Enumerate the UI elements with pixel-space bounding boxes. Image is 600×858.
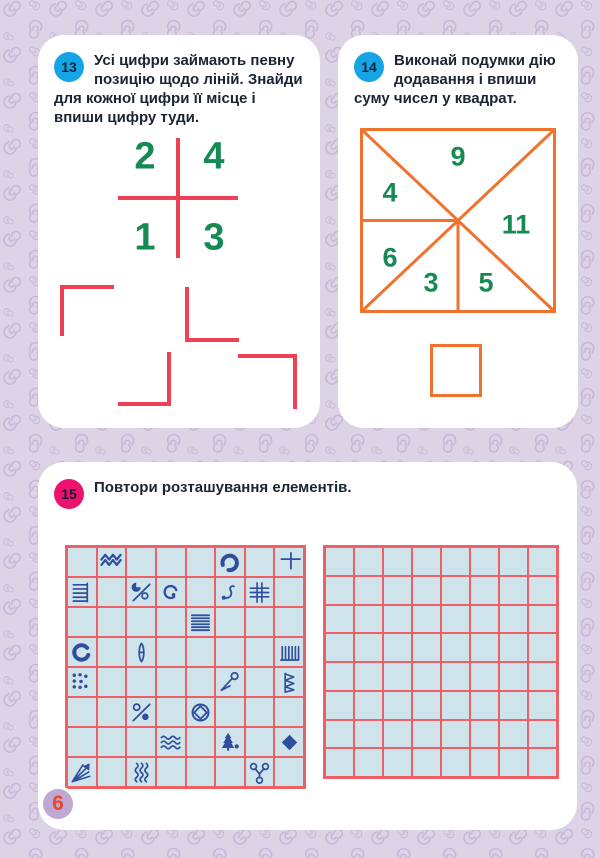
answer-cell[interactable] [470, 605, 499, 634]
sum-number-left: 6 [382, 242, 398, 273]
empty-symbol-cell [245, 667, 275, 697]
pacman-opening-left-icon [217, 550, 242, 575]
answer-cell[interactable] [528, 662, 557, 691]
answer-cell[interactable] [528, 605, 557, 634]
empty-symbol-cell [245, 697, 275, 727]
rays-with-arrow-icon [69, 760, 94, 785]
answer-cell[interactable] [528, 720, 557, 749]
answer-cell[interactable] [499, 691, 528, 720]
answer-cell[interactable] [412, 605, 441, 634]
answer-cell[interactable] [325, 633, 354, 662]
answer-cell[interactable] [354, 662, 383, 691]
answer-cell[interactable] [499, 720, 528, 749]
answer-cell[interactable] [383, 576, 412, 605]
answer-cell[interactable] [412, 748, 441, 777]
task13-instruction: Усі цифри займають певну позицію щодо ліній. Знайди для кожної цифри її місце і впиши цифру туди. [54, 52, 303, 126]
empty-symbol-cell [245, 727, 275, 757]
answer-cell[interactable] [354, 633, 383, 662]
empty-symbol-cell [215, 757, 245, 787]
answer-cell[interactable] [383, 662, 412, 691]
digit-bottom-left: 1 [134, 216, 156, 259]
answer-cell[interactable] [383, 547, 412, 576]
digit-top-right: 4 [203, 135, 225, 178]
answer-cell[interactable] [528, 691, 557, 720]
cell-with-symbol [126, 577, 156, 607]
answer-cell[interactable] [383, 633, 412, 662]
answer-cell[interactable] [325, 720, 354, 749]
answer-cell[interactable] [499, 662, 528, 691]
cell-with-symbol [274, 547, 304, 577]
answer-cell[interactable] [354, 720, 383, 749]
page-number-badge: 6 [40, 786, 76, 822]
empty-symbol-cell [97, 697, 127, 727]
answer-cell[interactable] [383, 691, 412, 720]
empty-symbol-cell [156, 547, 186, 577]
empty-symbol-cell [97, 757, 127, 787]
empty-symbol-cell [245, 547, 275, 577]
empty-symbol-cell [97, 607, 127, 637]
cell-with-symbol [126, 757, 156, 787]
answer-cell[interactable] [412, 691, 441, 720]
empty-symbol-cell [126, 547, 156, 577]
cell-with-symbol [67, 637, 97, 667]
empty-symbol-cell [245, 607, 275, 637]
sum-number-top: 9 [450, 141, 466, 172]
filled-diamond-icon [277, 730, 302, 755]
double-zigzag-icon [99, 550, 124, 575]
cell-with-symbol [156, 727, 186, 757]
answer-cell[interactable] [354, 576, 383, 605]
task14-number-badge: 14 [354, 52, 384, 82]
empty-symbol-cell [274, 697, 304, 727]
answer-cell[interactable] [325, 605, 354, 634]
answer-cell[interactable] [383, 720, 412, 749]
task15-number-badge: 15 [54, 479, 84, 509]
empty-symbol-cell [97, 577, 127, 607]
empty-symbol-cell [215, 607, 245, 637]
cell-with-symbol [186, 607, 216, 637]
hash-lines-icon [247, 580, 272, 605]
answer-cell[interactable] [412, 633, 441, 662]
empty-symbol-cell [156, 757, 186, 787]
answer-cell[interactable] [441, 662, 470, 691]
answer-cell[interactable] [354, 748, 383, 777]
cell-with-symbol [245, 757, 275, 787]
sum-number-upper-left: 4 [382, 177, 398, 208]
answer-cell[interactable] [383, 748, 412, 777]
pacman-opening-right-icon [69, 640, 94, 665]
answer-cell[interactable] [325, 748, 354, 777]
symbol-grid [65, 545, 306, 789]
digit-bottom-right: 3 [203, 216, 225, 259]
sum-number-bottom-left: 3 [423, 267, 439, 298]
percent-filled-dot-icon [129, 700, 154, 725]
empty-symbol-cell [186, 547, 216, 577]
empty-symbol-cell [186, 727, 216, 757]
curl-with-dot-icon [158, 580, 183, 605]
answer-cell[interactable] [441, 633, 470, 662]
cell-with-symbol [97, 547, 127, 577]
answer-cell[interactable] [499, 605, 528, 634]
striped-square-icon [188, 610, 213, 635]
answer-grid [323, 545, 559, 779]
empty-symbol-cell [126, 607, 156, 637]
cell-with-symbol [126, 697, 156, 727]
corner-fragment-bottom-left[interactable] [238, 354, 297, 409]
answer-cell[interactable] [441, 576, 470, 605]
empty-symbol-cell [274, 757, 304, 787]
answer-cell[interactable] [325, 691, 354, 720]
corner-fragment-top-left[interactable] [118, 352, 171, 406]
cell-with-symbol [67, 577, 97, 607]
cell-with-symbol [156, 577, 186, 607]
corner-fragment-bottom-right[interactable] [60, 285, 114, 336]
answer-cell[interactable] [528, 576, 557, 605]
cell-with-symbol [67, 667, 97, 697]
pin-with-circle-icon [217, 670, 242, 695]
fir-tree-with-dot-icon [217, 730, 242, 755]
s-curve-with-dot-icon [217, 580, 242, 605]
answer-cell[interactable] [470, 576, 499, 605]
empty-symbol-cell [186, 577, 216, 607]
task13-card [38, 35, 320, 428]
answer-cell[interactable] [470, 691, 499, 720]
answer-cell[interactable] [354, 547, 383, 576]
vertical-waves-icon [129, 760, 154, 785]
cell-with-symbol [186, 697, 216, 727]
empty-symbol-cell [97, 637, 127, 667]
answer-cell[interactable] [441, 547, 470, 576]
empty-symbol-cell [156, 607, 186, 637]
answer-cell[interactable] [325, 547, 354, 576]
dots-cluster-icon [69, 670, 94, 695]
comb-left-icon [69, 580, 94, 605]
empty-symbol-cell [97, 667, 127, 697]
cell-with-symbol [215, 547, 245, 577]
empty-symbol-cell [274, 577, 304, 607]
task13-number-badge: 13 [54, 52, 84, 82]
answer-cell[interactable] [441, 720, 470, 749]
empty-symbol-cell [126, 667, 156, 697]
corner-fragment-top-right[interactable] [185, 287, 239, 342]
answer-cell[interactable] [528, 547, 557, 576]
answer-cell[interactable] [354, 605, 383, 634]
answer-cell[interactable] [499, 748, 528, 777]
answer-cell[interactable] [499, 576, 528, 605]
answer-cell[interactable] [528, 748, 557, 777]
task13-header [38, 35, 320, 127]
cell-with-symbol [245, 577, 275, 607]
task15-instruction: Повтори розташування елементів. [94, 479, 352, 496]
task14-header [338, 35, 578, 108]
answer-cell[interactable] [441, 605, 470, 634]
answer-cell[interactable] [470, 633, 499, 662]
empty-symbol-cell [67, 697, 97, 727]
answer-cell[interactable] [354, 691, 383, 720]
answer-cell[interactable] [470, 662, 499, 691]
cell-with-symbol [215, 577, 245, 607]
percent-filled-pie-icon [129, 580, 154, 605]
empty-symbol-cell [67, 607, 97, 637]
answer-cell[interactable] [412, 576, 441, 605]
answer-cell[interactable] [470, 748, 499, 777]
empty-symbol-cell [156, 637, 186, 667]
cell-with-symbol [274, 637, 304, 667]
task15-header [38, 462, 577, 502]
empty-symbol-cell [215, 637, 245, 667]
cell-with-symbol [126, 637, 156, 667]
answer-cell[interactable] [441, 691, 470, 720]
empty-symbol-cell [67, 547, 97, 577]
cell-with-symbol [215, 667, 245, 697]
sum-answer-square[interactable] [430, 344, 482, 397]
thin-cross-icon [277, 550, 302, 575]
triangle-zigzag-column-icon [277, 670, 302, 695]
answer-cell[interactable] [470, 547, 499, 576]
empty-symbol-cell [215, 697, 245, 727]
answer-cell[interactable] [383, 605, 412, 634]
cell-with-symbol [274, 727, 304, 757]
answer-cell[interactable] [499, 547, 528, 576]
cell-with-symbol [274, 667, 304, 697]
empty-symbol-cell [186, 757, 216, 787]
empty-symbol-cell [274, 607, 304, 637]
sum-number-right: 11 [501, 209, 531, 240]
empty-symbol-cell [186, 667, 216, 697]
answer-cell[interactable] [412, 720, 441, 749]
cross-horizontal-line [118, 196, 238, 200]
answer-cell[interactable] [499, 633, 528, 662]
answer-cell[interactable] [441, 748, 470, 777]
empty-symbol-cell [97, 727, 127, 757]
diamond-in-circle-icon [188, 700, 213, 725]
triple-waves-icon [158, 730, 183, 755]
empty-symbol-cell [67, 727, 97, 757]
answer-cell[interactable] [412, 547, 441, 576]
task14-card [338, 35, 578, 428]
empty-symbol-cell [126, 727, 156, 757]
answer-cell[interactable] [325, 576, 354, 605]
digit-top-left: 2 [134, 135, 156, 178]
empty-symbol-cell [245, 637, 275, 667]
answer-cell[interactable] [325, 662, 354, 691]
three-circles-junction-icon [247, 760, 272, 785]
answer-cell[interactable] [470, 720, 499, 749]
answer-cell[interactable] [412, 662, 441, 691]
empty-symbol-cell [156, 697, 186, 727]
empty-symbol-cell [186, 637, 216, 667]
empty-symbol-cell [156, 667, 186, 697]
task14-instruction: Виконай подумки дію додавання і впиши суму чисел у квадрат. [354, 52, 556, 107]
answer-cell[interactable] [528, 633, 557, 662]
fence-up-icon [277, 640, 302, 665]
sum-number-bottom-right: 5 [478, 267, 494, 298]
task15-card [38, 462, 577, 830]
cell-with-symbol [67, 757, 97, 787]
cell-with-symbol [215, 727, 245, 757]
spindle-eye-icon [129, 640, 154, 665]
